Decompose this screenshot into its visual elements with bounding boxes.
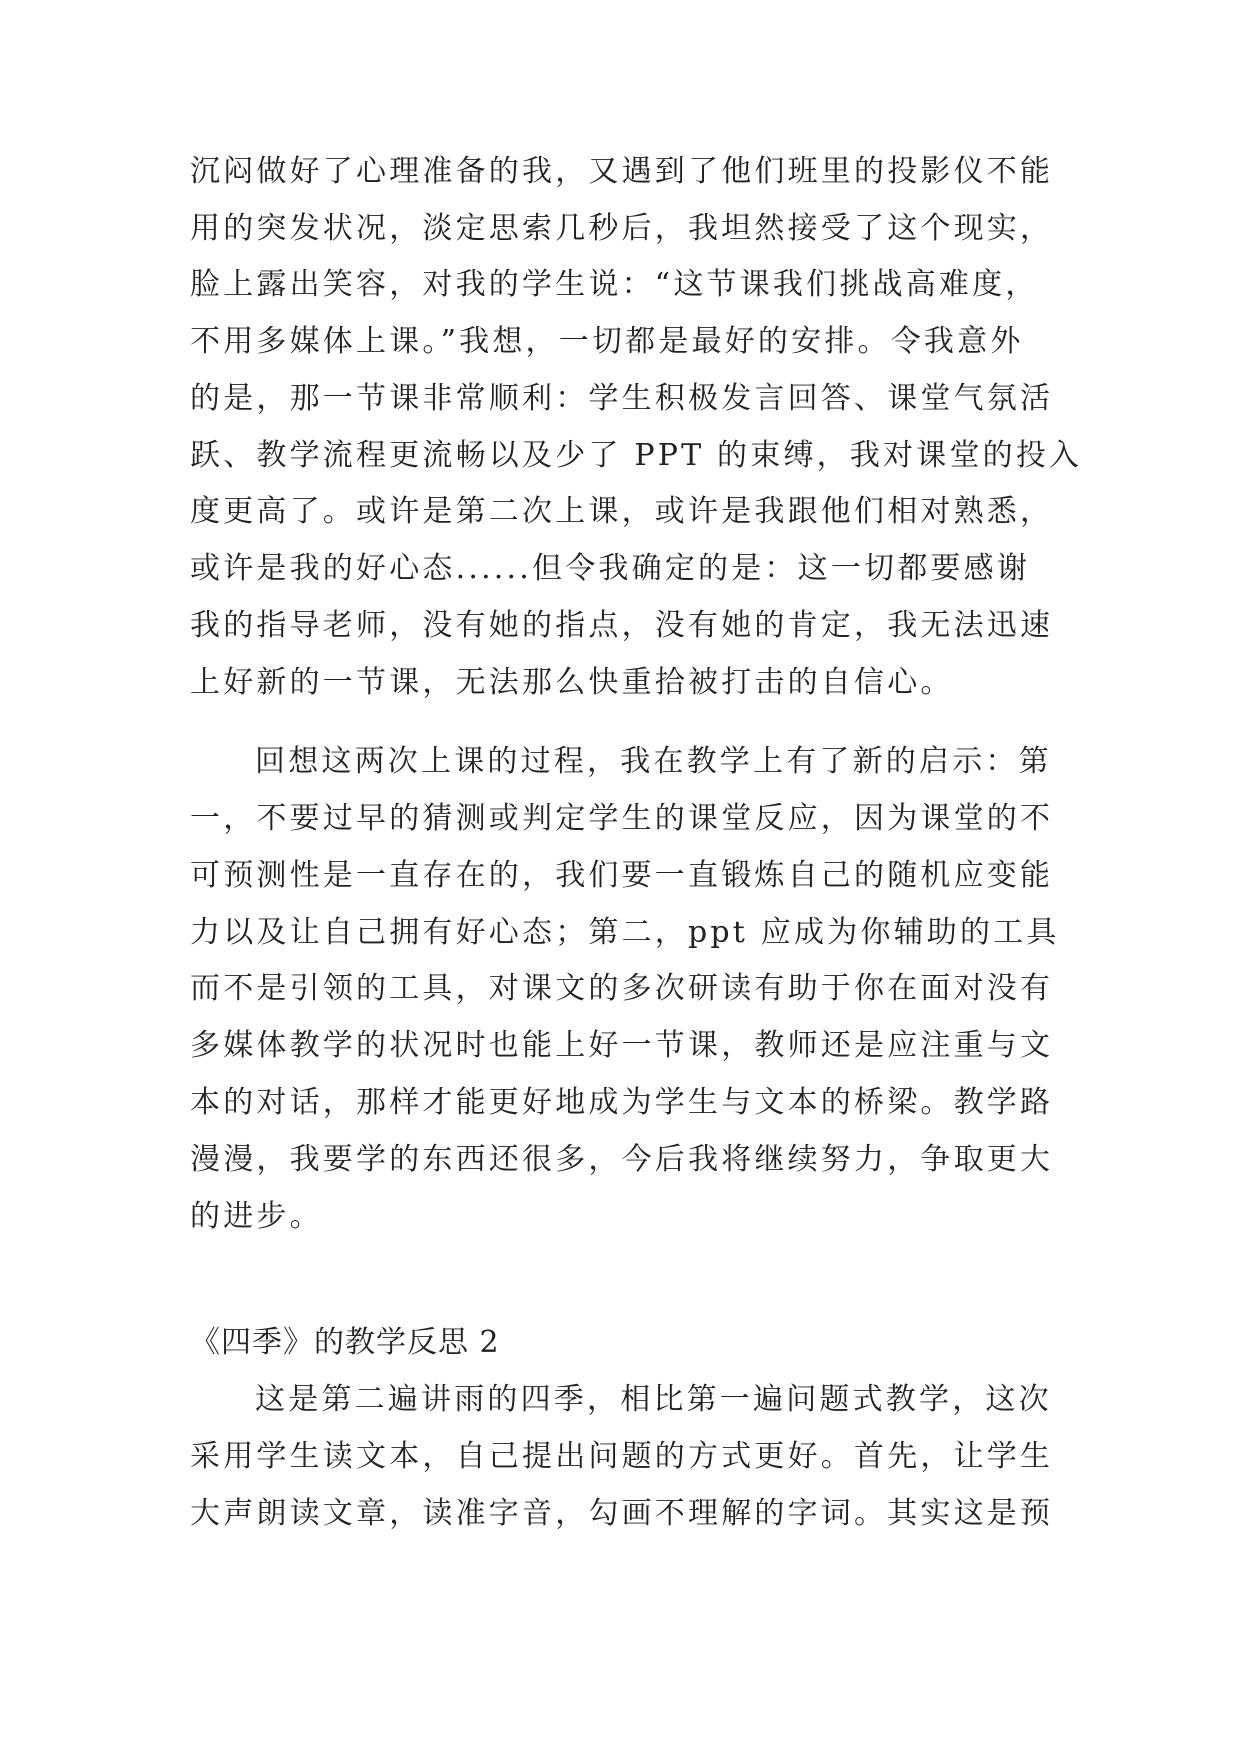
paragraph-2-line: 回想这两次上课的过程，我在教学上有了新的启示：第: [255, 744, 1052, 779]
paragraph-3-line: 采用学生读文本，自己提出问题的方式更好。首先，让学生: [190, 1439, 1054, 1474]
paragraph-1-line: 跃、教学流程更流畅以及少了 PPT 的束缚，我对课堂的投入: [190, 438, 1083, 473]
paragraph-2-line: 可预测性是一直存在的，我们要一直锻炼自己的随机应变能: [190, 858, 1054, 893]
paragraph-2-line: 多媒体教学的状况时也能上好一节课，教师还是应注重与文: [190, 1028, 1054, 1063]
paragraph-2-line: 本的对话，那样才能更好地成为学生与文本的桥梁。教学路: [190, 1085, 1054, 1120]
paragraph-1-line: 不用多媒体上课。”我想，一切都是最好的安排。令我意外: [190, 324, 1024, 359]
paragraph-2-line: 而不是引领的工具，对课文的多次研读有助于你在面对没有: [190, 971, 1054, 1006]
paragraph-3-line: 这是第二遍讲雨的四季，相比第一遍问题式教学，这次: [255, 1382, 1052, 1417]
paragraph-1-line: 我的指导老师，没有她的指点，没有她的肯定，我无法迅速: [190, 608, 1054, 643]
paragraph-3-line: 大声朗读文章，读准字音，勾画不理解的字词。其实这是预: [190, 1496, 1054, 1531]
paragraph-1-line: 脸上露出笑容，对我的学生说：“这节课我们挑战高难度，: [190, 267, 1039, 302]
paragraph-2-line: 一，不要过早的猜测或判定学生的课堂反应，因为课堂的不: [190, 801, 1054, 836]
paragraph-1-line: 的是，那一节课非常顺利：学生积极发言回答、课堂气氛活: [190, 381, 1054, 416]
paragraph-2-line: 漫漫，我要学的东西还很多，今后我将继续努力，争取更大: [190, 1142, 1054, 1177]
paragraph-1-line: 度更高了。或许是第二次上课，或许是我跟他们相对熟悉，: [190, 494, 1054, 529]
paragraph-1-line: 或许是我的好心态......但令我确定的是：这一切都要感谢: [190, 551, 1031, 586]
paragraph-2-line: 的进步。: [190, 1199, 323, 1234]
paragraph-1-line: 用的突发状况，淡定思索几秒后，我坦然接受了这个现实，: [190, 211, 1054, 246]
paragraph-1-line: 上好新的一节课，无法那么快重拾被打击的自信心。: [190, 665, 954, 700]
paragraph-1-line: 沉闷做好了心理准备的我，又遇到了他们班里的投影仪不能: [190, 154, 1054, 189]
section-title: 《四季》的教学反思 2: [190, 1325, 500, 1360]
paragraph-2-line: 力以及让自己拥有好心态；第二，ppt 应成为你辅助的工具: [190, 915, 1060, 950]
